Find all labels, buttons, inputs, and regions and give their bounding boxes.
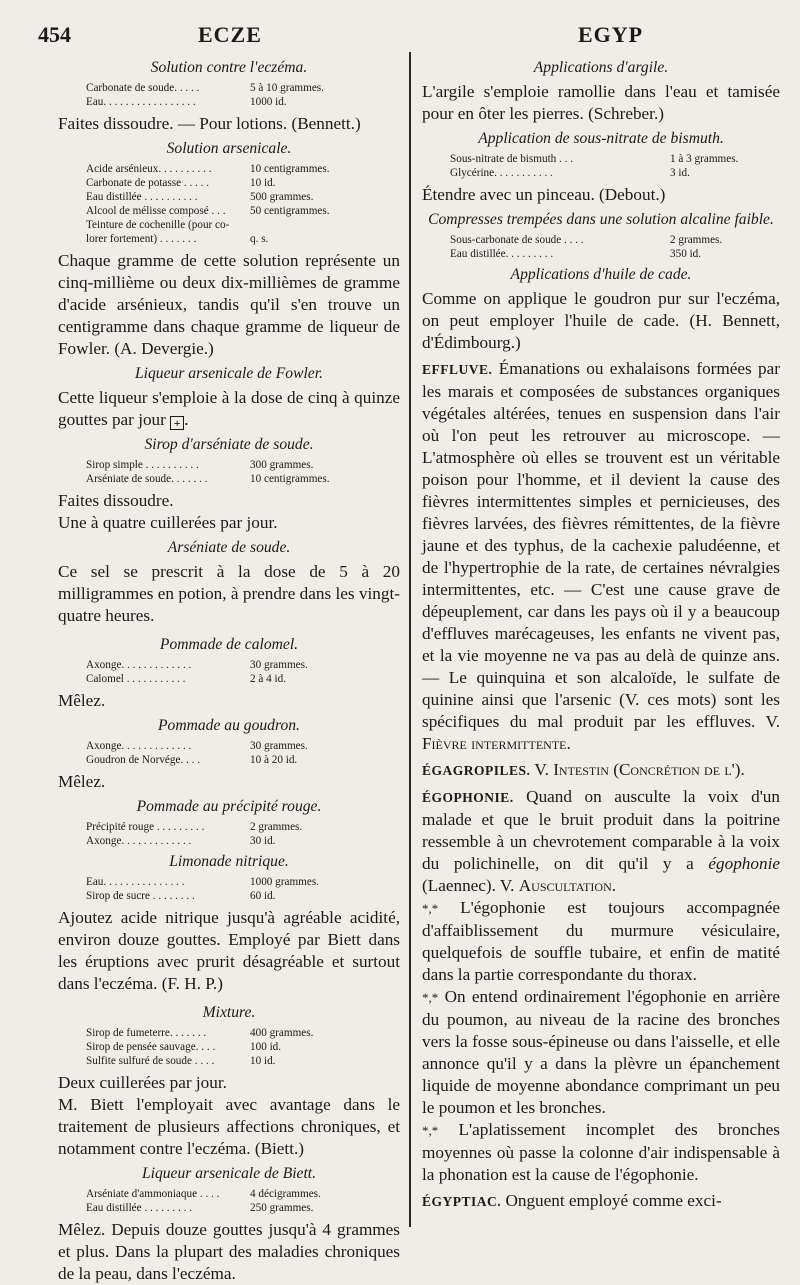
entry-text: Quand on ausculte la voix d'un malade et que le bruit produit dans la poitrine ressemble à un chevrotement comparable à la voix du polichinelle, on dit qu'il y a (422, 787, 780, 873)
ingredient-quantity: 500 grammes. (250, 191, 314, 203)
recipe-line (86, 162, 400, 176)
recipe-line (450, 152, 780, 166)
ingredient-quantity: 50 centigrammes. (250, 205, 330, 217)
page-header (0, 22, 800, 50)
recipe-heading: Liqueur arsenicale de Fowler. (135, 365, 323, 382)
entry-keyword: ÉGYPTIAC. (422, 1194, 502, 1209)
recipe-line (86, 875, 400, 889)
ingredient-quantity: 300 grammes. (250, 459, 314, 471)
ingredient-quantity: 10 id. (250, 177, 276, 189)
entry-text: Émanations ou exhalaisons formées par les marais et composées de substances organiques végétales altérées, tenues en suspension dans l'air où l'on peut les retrouver au microscope. — L'atmosphère où elles se trouvent est un véritable poison pour l'homme, et il devient la cause des fièvres intermittentes simples et pernicieuses, des fièvres larvées, des fièvres rémittentes, de la fièvre jaune et des typhus, de la cachexie paludéenne, et de l'hypertrophie de la rate, de certaines névralgies intermittentes, etc. — C'est une cause grave de dépeuplement, car dans les pays où il y a beaucoup d'effluves marécageuses, les enfants ne vivent pas, et la vie moyenne ne va pas au delà de quinze ans. — Le quinquina et son alcaloïde, le sulfate de quinine ainsi que l'arsenic (V. ces mots) sont les spécifiques du mal produit par les effluves. V. (422, 359, 780, 731)
recipe-heading: Solution contre l'eczéma. (150, 59, 308, 76)
paragraph-text: L'aplatissement incomplet des bronches moyennes où passe la colonne d'air indispensable à la phonation est la cause de l'égophonie. (422, 1120, 780, 1184)
entry-effluve (422, 358, 780, 755)
entry-emphasis: égophonie (708, 854, 780, 873)
ingredient-quantity: 1000 grammes. (250, 876, 319, 888)
right-running-head: EGYP (578, 22, 644, 47)
entry-keyword: EFFLUVE. (422, 362, 493, 377)
recipe-line (86, 1054, 400, 1068)
left-column (58, 54, 400, 1285)
paragraph (422, 986, 780, 1119)
ingredient-name: Arséniate de soude. . . . . . . (86, 473, 208, 485)
recipe-line (86, 218, 400, 232)
recipe-line (450, 247, 780, 261)
recipe-line (450, 166, 780, 180)
ingredient-name: Teinture de cochenille (pour co- (86, 219, 230, 231)
recipe-line (86, 95, 400, 109)
ingredient-quantity (250, 218, 400, 232)
recipe-line (86, 204, 400, 218)
ingredient-name: Sous-carbonate de soude . . . . (450, 234, 584, 246)
ingredient-name: Arséniate d'ammoniaque . . . . (86, 1188, 220, 1200)
recipe-heading: Sirop d'arséniate de soude. (144, 436, 314, 453)
ingredient-name: Précipité rouge . . . . . . . . . (86, 821, 205, 833)
recipe-heading: Compresses trempées dans une solution alcaline faible. (428, 211, 774, 228)
recipe-line (86, 1201, 400, 1215)
ingredient-name: Sirop de pensée sauvage. . . . (86, 1041, 216, 1053)
paragraph: L'argile s'emploie ramollie dans l'eau et tamisée pour en ôter les pierres. (Schreber.) (422, 82, 780, 123)
ingredient-quantity: 2 à 4 id. (250, 673, 287, 685)
ingredient-quantity: 1000 id. (250, 96, 287, 108)
left-running-head: ECZE (198, 22, 262, 47)
recipe-list (86, 1187, 400, 1215)
entry-text: Onguent employé comme exci- (505, 1191, 722, 1210)
cross-reference: Auscultation. (518, 876, 617, 895)
ingredient-quantity: 10 centigrammes. (250, 163, 330, 175)
ingredient-name: Eau distillée . . . . . . . . . (86, 1202, 192, 1214)
entry-egyptiac (422, 1190, 780, 1213)
entry-text: (Laennec). V. (422, 876, 515, 895)
recipe-line (86, 1026, 400, 1040)
ingredient-quantity: 400 grammes. (250, 1027, 314, 1039)
paragraph: M. Biett l'employait avec avantage dans le traitement de plusieurs affections chroniques, et notamment contre l'eczéma. (Biett.) (58, 1095, 400, 1158)
recipe-list (86, 875, 400, 903)
recipe-heading: Liqueur arsenicale de Biett. (141, 1165, 317, 1182)
ingredient-quantity: 60 id. (250, 890, 276, 902)
ingredient-quantity: q. s. (250, 233, 269, 245)
recipe-list (86, 1026, 400, 1068)
entry-keyword: ÉGAGROPILES. (422, 763, 531, 778)
recipe-line (86, 753, 400, 767)
recipe-list (86, 162, 400, 246)
right-column (422, 54, 780, 1213)
ingredient-name: Eau distillée . . . . . . . . . . (86, 191, 198, 203)
ingredient-name: Glycérine. . . . . . . . . . . (450, 167, 553, 179)
recipe-list (86, 739, 400, 767)
paragraph: Faites dissoudre. — Pour lotions. (Bennett.) (58, 114, 361, 133)
paragraph: Cette liqueur s'emploie à la dose de cinq à quinze gouttes par jour + . (58, 388, 400, 430)
ingredient-name: Alcool de mélisse composé . . . (86, 205, 226, 217)
recipe-line (86, 232, 400, 246)
paragraph: Mêlez. (58, 772, 106, 791)
ingredient-name: Axonge. . . . . . . . . . . . . (86, 659, 192, 671)
boxed-plus-icon: + (170, 416, 184, 430)
ingredient-name: lorer fortement) . . . . . . . (86, 233, 197, 245)
ingredient-quantity: 250 grammes. (250, 1202, 314, 1214)
entry-text: V. (534, 760, 549, 779)
ingredient-quantity: 30 grammes. (250, 659, 308, 671)
recipe-line (86, 190, 400, 204)
recipe-line (86, 176, 400, 190)
recipe-list (86, 658, 400, 686)
recipe-heading: Solution arsenicale. (166, 140, 292, 157)
recipe-line (450, 233, 780, 247)
ingredient-quantity: 4 décigrammes. (250, 1188, 321, 1200)
paragraph: Deux cuillerées par jour. (58, 1073, 227, 1092)
recipe-line (86, 458, 400, 472)
recipe-list (86, 81, 400, 109)
ingredient-name: Axonge. . . . . . . . . . . . . (86, 740, 192, 752)
recipe-list (450, 152, 780, 180)
paragraph-text: L'égophonie est toujours accompagnée d'affaiblissement du murmure vésiculaire, quelquefois de souffle tubaire, et enfin de matité dans la partie correspondante du thorax. (422, 898, 780, 984)
recipe-heading: Application de sous-nitrate de bismuth. (478, 130, 724, 147)
recipe-heading: Mixture. (202, 1004, 256, 1021)
recipe-heading: Pommade de calomel. (159, 636, 299, 653)
recipe-line (86, 820, 400, 834)
paragraph: Faites dissoudre. (58, 491, 174, 510)
cross-reference: Fièvre intermittente. (422, 734, 571, 753)
column-divider (409, 52, 411, 1227)
entry-egagropiles (422, 759, 780, 782)
paragraph: Ajoutez acide nitrique jusqu'à agréable acidité, environ douze gouttes. Employé par Biett dans les éruptions avec prurit désagréable et surtout dans l'eczéma. (F. H. P.) (58, 908, 400, 993)
ingredient-name: Eau. . . . . . . . . . . . . . . (86, 876, 185, 888)
recipe-line (86, 672, 400, 686)
entry-egophonie (422, 786, 780, 897)
paragraph: Chaque gramme de cette solution représente un cinq-millième ou deux dix-millièmes de gramme d'acide arsénieux, tandis qu'il s'en trouve un centigramme dans chaque gramme de liqueur de Fowler. (A. Devergie.) (58, 251, 400, 358)
paragraph-text: On entend ordinairement l'égophonie en arrière du poumon, au niveau de la racine des bronches vers la fosse sous-épineuse ou dans l'aisselle, et elle annonce qu'il y a dans la plèvre un épanchement liquide de moyenne abondance comprimant un peu le poumon et les bronches. (422, 987, 781, 1117)
recipe-list (450, 233, 780, 261)
ingredient-name: Calomel . . . . . . . . . . . (86, 673, 186, 685)
ingredient-quantity: 3 id. (670, 167, 690, 179)
paragraph: Étendre avec un pinceau. (Debout.) (422, 185, 666, 204)
recipe-line (86, 1187, 400, 1201)
recipe-list (86, 820, 400, 848)
ingredient-quantity: 100 id. (250, 1041, 282, 1053)
ingredient-quantity: 30 id. (250, 835, 276, 847)
recipe-heading: Applications d'huile de cade. (510, 266, 692, 283)
ingredient-quantity: 350 id. (670, 248, 702, 260)
recipe-list (86, 458, 400, 486)
ingredient-name: Eau. . . . . . . . . . . . . . . . . (86, 96, 196, 108)
asterism-icon: *,* (422, 990, 439, 1005)
recipe-line (86, 739, 400, 753)
ingredient-name: Sirop simple . . . . . . . . . . (86, 459, 199, 471)
page-number: 454 (38, 22, 71, 47)
recipe-heading: Applications d'argile. (533, 59, 669, 76)
paragraph: Comme on applique le goudron pur sur l'eczéma, on peut employer l'huile de cade. (H. Bennett, d'Édimbourg.) (422, 289, 780, 352)
ingredient-quantity: 2 grammes. (670, 234, 723, 246)
ingredient-quantity: 2 grammes. (250, 821, 303, 833)
ingredient-name: Acide arsénieux. . . . . . . . . . (86, 163, 212, 175)
ingredient-quantity: 1 à 3 grammes. (670, 153, 739, 165)
ingredient-name: Carbonate de potasse . . . . . (86, 177, 210, 189)
ingredient-name: Sous-nitrate de bismuth . . . (450, 153, 574, 165)
recipe-line (86, 889, 400, 903)
recipe-heading: Arséniate de soude. (167, 539, 291, 556)
paragraph (422, 1119, 780, 1186)
paragraph: Ce sel se prescrit à la dose de 5 à 20 milligrammes en potion, à prendre dans les vingt-quatre heures. (58, 562, 400, 625)
recipe-heading: Pommade au précipité rouge. (136, 798, 322, 815)
paragraph: Mêlez. Depuis douze gouttes jusqu'à 4 grammes et plus. Dans la plupart des maladies chroniques de la peau, dans l'eczéma. (58, 1220, 400, 1283)
ingredient-quantity: 5 à 10 grammes. (250, 82, 324, 94)
ingredient-quantity: 30 grammes. (250, 740, 308, 752)
ingredient-name: Goudron de Norvége. . . . (86, 754, 201, 766)
entry-keyword: ÉGOPHONIE. (422, 790, 514, 805)
ingredient-quantity: 10 id. (250, 1055, 276, 1067)
ingredient-name: Eau distillée. . . . . . . . . (450, 248, 554, 260)
ingredient-name: Carbonate de soude. . . . . (86, 82, 200, 94)
recipe-line (86, 81, 400, 95)
recipe-line (86, 834, 400, 848)
ingredient-name: Sulfite sulfuré de soude . . . . (86, 1055, 215, 1067)
paragraph: Mêlez. (58, 691, 106, 710)
recipe-heading: Limonade nitrique. (169, 853, 289, 870)
recipe-line (86, 658, 400, 672)
recipe-heading: Pommade au goudron. (158, 717, 300, 734)
ingredient-name: Sirop de sucre . . . . . . . . (86, 890, 195, 902)
ingredient-quantity: 10 centigrammes. (250, 473, 330, 485)
paragraph (422, 897, 780, 986)
asterism-icon: *,* (422, 901, 439, 916)
recipe-line (86, 472, 400, 486)
ingredient-name: Sirop de fumeterre. . . . . . . (86, 1027, 207, 1039)
recipe-line (86, 1040, 400, 1054)
cross-reference: Intestin (Concrétion de l'). (553, 760, 745, 779)
asterism-icon: *,* (422, 1123, 439, 1138)
paragraph: Une à quatre cuillerées par jour. (58, 513, 278, 532)
ingredient-name: Axonge. . . . . . . . . . . . . (86, 835, 192, 847)
paragraph-text: Cette liqueur s'emploie à la dose de cinq à quinze gouttes par jour (58, 388, 400, 429)
ingredient-quantity: 10 à 20 id. (250, 754, 298, 766)
